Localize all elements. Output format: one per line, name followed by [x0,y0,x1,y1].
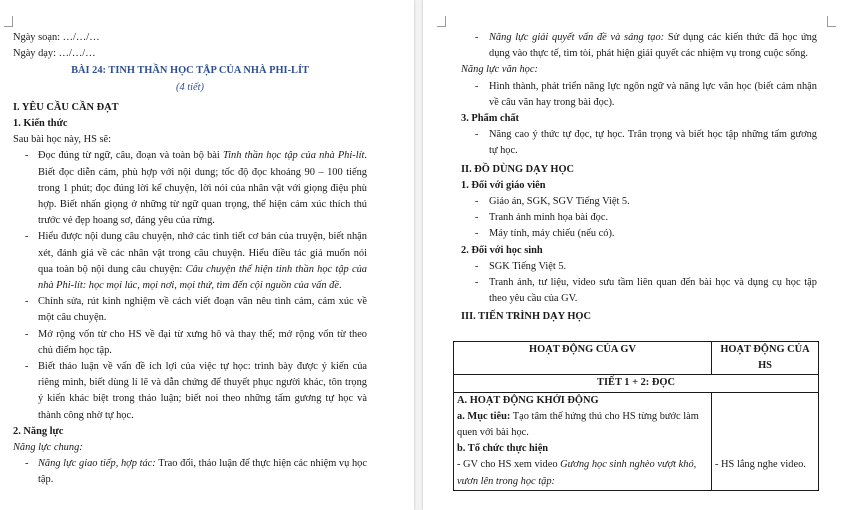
teacher-cell [454,392,712,490]
document-page-right [423,0,844,510]
crop-mark [4,16,13,27]
table-row [454,375,819,392]
list-item: - SGK Tiếng Việt 5. [461,259,817,275]
list-item [13,294,367,326]
list-item: - Giáo án, SGK, SGV Tiếng Việt 5. [461,194,817,210]
subsection-heading: 2. Năng lực [13,425,64,437]
student-cell [712,392,819,490]
subheading: Năng lực chung: [13,442,83,454]
text: . Biết đọc diễn cảm, phù hợp với nội dung; tốc độ đọc khoảng 90 – 100 tiếng trong 1 phút; đọc đúng lời kể chuyện, lời nói của nhân vật với giọng điệu phù hợp. Biết nhấn giọng ở những từ ngữ quan trọng, thể hiện cảm xúc thích thú trước vẻ đẹp hoang sơ, đáng yêu của rừng. [38,150,367,227]
list-item [13,456,367,488]
list-item [461,30,817,62]
text: Tạo tâm thế hứng thú cho HS từng bước làm quen với bài học. [457,410,699,439]
list-item: - Tranh ảnh minh họa bài đọc. [461,210,817,226]
date-teach: Ngày dạy: …/…/… [13,48,96,60]
subsection-heading: 1. Kiến thức [13,118,68,130]
intro-text: Sau bài học này, HS sẽ: [13,134,112,146]
student-step: - HS lắng nghe video. [715,458,806,470]
ability-list [13,456,367,488]
list-item: - Năng cao ý thức tự đọc, tự học. Trân trọng và biết học tập những tấm gương tự học. [461,127,817,159]
text: Tinh thần học tập của nhà Phi-lít [222,150,365,162]
section-heading: II. ĐỒ DÙNG DẠY HỌC [461,163,575,175]
section-heading: I. YÊU CẦU CẦN ĐẠT [13,101,119,113]
period-heading: TIẾT 1 + 2: ĐỌC [454,375,819,392]
subsection-heading: 1. Đối với giáo viên [461,179,546,191]
subsection-heading: 2. Đối với học sinh [461,244,543,256]
header-student: HOẠT ĐỘNG CỦA HS [712,342,819,375]
text: Trao đổi, thảo luận để thực hiện các nhiệm vụ học tập. [38,458,367,486]
left-column [13,30,367,489]
text: a. Mục tiêu: [457,410,511,422]
list-item [13,327,367,359]
section-heading: III. TIẾN TRÌNH DẠY HỌC [461,311,592,323]
document-page-left [0,0,414,510]
text: Sử dụng các kiến thức đã học ứng dụng vào thực tế, tìm tòi, phát hiện giải quyết các nhiệm vụ trong cuộc sống. [489,32,817,60]
list-item: - Máy tính, máy chiếu (nếu có). [461,226,817,242]
objective [457,409,708,441]
activity-heading: A. HOẠT ĐỘNG KHỞI ĐỘNG [457,394,599,406]
date-prepare: Ngày soạn: …/…/… [13,32,100,43]
subheading: Năng lực văn học: [461,64,538,76]
list-item: - Tranh ảnh, tư liệu, video sưu tầm liên quan đến bài học và dụng cụ học tập theo yêu cầu của GV. [461,275,817,307]
text: Hiểu được nội dung câu chuyện, nhớ các tình tiết cơ bản của truyện, biết nhận xét, đánh giá về các nhân vật trong câu chuyện. Hiểu điều tác giả muốn nói qua toàn bộ nội dung câu chuyện: [38,231,367,275]
list-item [13,359,367,424]
text: Câu chuyện thể hiện tinh thần học tập của nhà Phi-lít: học mọi lúc, mọi nơi, mọi thứ, tìm đến cội nguồn của vấn đề [38,263,367,292]
teacher-step [457,457,708,489]
subsection-heading: 3. Phẩm chất [461,113,520,125]
right-column [461,30,817,326]
text: - GV cho HS xem video [457,459,561,471]
text: Đọc đúng từ ngữ, câu, đoạn và toàn bộ bài [38,150,223,162]
crop-mark [437,16,446,27]
student-materials-list [461,259,817,308]
table-header-row [454,342,819,375]
organization-heading: b. Tổ chức thực hiện [457,443,549,455]
quality-list [461,127,817,159]
knowledge-list [13,148,367,423]
text: Mở rộng vốn từ cho HS về đại từ xưng hô và thay thế; mở rộng vốn từ theo chủ điểm học tập. [38,328,367,356]
text: Gương học sinh nghèo vượt khó, vươn lên trong học tập: [457,459,697,487]
header-teacher: HOẠT ĐỘNG CỦA GV [454,342,712,375]
list-item [13,229,367,294]
text: Năng lực giao tiếp, hợp tác: [38,458,156,470]
ability-list [461,30,817,62]
lesson-title: BÀI 24: TINH THẦN HỌC TẬP CỦA NHÀ PHI-LÍT [71,65,309,77]
text: . [338,280,342,292]
text: Năng lực giải quyết vấn đề và sáng tạo: [489,32,665,43]
table-row [454,392,819,490]
crop-mark [827,16,836,27]
text: Chỉnh sửa, rút kinh nghiệm về cách viết đoạn văn nêu tình cảm, cảm xúc về một câu chuyện. [38,296,367,324]
list-item: - Hình thành, phát triển năng lực ngôn ngữ và năng lực văn học (biết cảm nhận về câu văn hay trong bài đọc). [461,79,817,111]
text: Biết thảo luận về vấn đề ích lợi của việc tự học: trình bày được ý kiến của riêng mình, biết dùng lí lẽ và dẫn chứng để thuyết phục người khác, tôn trọng ý kiến khác biệt trong thảo luận; biết noi theo những tấm gương tự học và thành công nhờ tự học. [38,361,367,421]
lesson-plan-table [453,341,819,491]
lesson-periods: (4 tiết) [176,81,204,93]
teacher-materials-list [461,194,817,243]
literature-list [461,79,817,111]
list-item [13,148,367,229]
